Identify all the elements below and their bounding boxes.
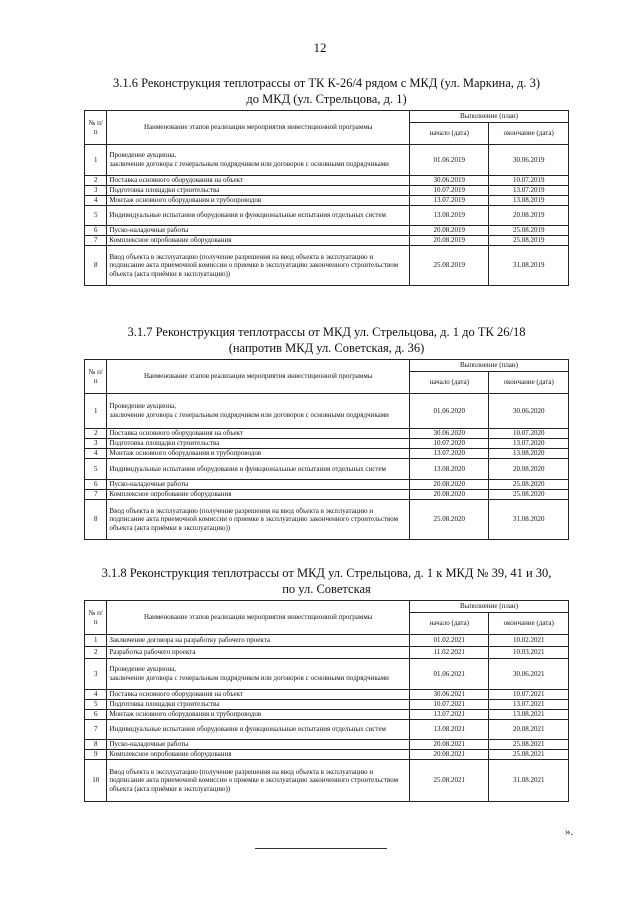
row-end-date: 20.08.2019 xyxy=(489,206,569,226)
table-row xyxy=(85,429,569,439)
row-number: 7 xyxy=(85,236,107,246)
row-end-date: 10.07.2019 xyxy=(489,176,569,186)
row-end-date: 30.06.2021 xyxy=(489,659,569,690)
row-number: 6 xyxy=(85,710,107,720)
row-end-date: 13.07.2019 xyxy=(489,186,569,196)
row-start-date: 13.07.2019 xyxy=(410,196,489,206)
row-end-date: 13.08.2021 xyxy=(489,710,569,720)
row-number: 3 xyxy=(85,186,107,196)
row-stage-name: Монтаж основного оборудования и трубопроводов xyxy=(107,710,410,720)
header-name: Наименование этапов реализации мероприятия инвестиционной программы xyxy=(107,111,410,145)
row-stage-name: Индивидуальные испытания оборудования и функциональные испытания отдельных систем xyxy=(107,206,410,226)
table-row xyxy=(85,750,569,760)
header-execution: Выполнение (план) xyxy=(410,111,569,123)
section-title-line2: по ул. Советская xyxy=(282,582,371,596)
row-end-date: 31.08.2020 xyxy=(489,500,569,540)
row-stage-name: Поставка основного оборудования на объект xyxy=(107,690,410,700)
row-start-date: 01.06.2019 xyxy=(410,145,489,176)
row-end-date: 30.06.2020 xyxy=(489,394,569,429)
row-start-date: 10.07.2019 xyxy=(410,186,489,196)
row-end-date: 13.07.2021 xyxy=(489,700,569,710)
header-name: Наименование этапов реализации мероприятия инвестиционной программы xyxy=(107,601,410,635)
row-end-date: 25.08.2020 xyxy=(489,490,569,500)
schedule-table xyxy=(84,359,569,540)
row-number: 3 xyxy=(85,439,107,449)
row-number: 2 xyxy=(85,176,107,186)
header-start: начало (дата) xyxy=(410,613,489,635)
row-end-date: 31.08.2021 xyxy=(489,760,569,802)
row-number: 10 xyxy=(85,760,107,802)
row-number: 1 xyxy=(85,394,107,429)
header-num: № п/п xyxy=(85,601,107,635)
section-317 xyxy=(84,324,569,540)
table-row xyxy=(85,480,569,490)
row-start-date: 01.02.2021 xyxy=(410,635,489,647)
row-stage-name: Подготовка площадки строительства xyxy=(107,439,410,449)
row-number: 1 xyxy=(85,145,107,176)
section-title-line1: 3.1.8 Реконструкция теплотрассы от МКД ул. Стрельцова, д. 1 к МКД № 39, 41 и 30, xyxy=(101,566,552,580)
header-num: № п/п xyxy=(85,360,107,394)
table-row xyxy=(85,740,569,750)
row-number: 4 xyxy=(85,690,107,700)
row-stage-name: Монтаж основного оборудования и трубопроводов xyxy=(107,449,410,459)
section-title-line2: (напротив МКД ул. Советская, д. 36) xyxy=(228,341,425,355)
row-start-date: 20.08.2020 xyxy=(410,490,489,500)
row-stage-name: Поставка основного оборудования на объект xyxy=(107,176,410,186)
table-row xyxy=(85,720,569,740)
row-end-date: 25.08.2019 xyxy=(489,236,569,246)
row-start-date: 13.07.2020 xyxy=(410,449,489,459)
table-row xyxy=(85,659,569,690)
row-stage-name: Поставка основного оборудования на объект xyxy=(107,429,410,439)
row-number: 7 xyxy=(85,490,107,500)
table-row xyxy=(85,176,569,186)
row-number: 8 xyxy=(85,500,107,540)
row-number: 7 xyxy=(85,720,107,740)
row-number: 5 xyxy=(85,459,107,480)
section-318 xyxy=(84,565,569,802)
row-stage-name: Разработка рабочего проекта xyxy=(107,647,410,659)
row-end-date: 13.08.2019 xyxy=(489,196,569,206)
row-stage-name: Комплексное опробование оборудования xyxy=(107,490,410,500)
header-end: окончание (дата) xyxy=(489,123,569,145)
row-number: 6 xyxy=(85,226,107,236)
row-end-date: 10.02.2021 xyxy=(489,635,569,647)
header-execution: Выполнение (план) xyxy=(410,360,569,372)
header-num: № п/п xyxy=(85,111,107,145)
section-title-line1: 3.1.6 Реконструкция теплотрассы от ТК К-26/4 рядом с МКД (ул. Маркина, д. 3) xyxy=(112,76,541,90)
row-start-date: 20.08.2020 xyxy=(410,480,489,490)
row-start-date: 20.08.2019 xyxy=(410,236,489,246)
header-start: начало (дата) xyxy=(410,123,489,145)
row-start-date: 30.06.2020 xyxy=(410,429,489,439)
row-stage-name: Подготовка площадки строительства xyxy=(107,700,410,710)
row-start-date: 10.07.2020 xyxy=(410,439,489,449)
page-number: 12 xyxy=(313,40,327,55)
row-end-date: 13.08.2020 xyxy=(489,449,569,459)
table-row xyxy=(85,700,569,710)
row-end-date: 30.06.2019 xyxy=(489,145,569,176)
closing-mark: ». xyxy=(565,826,574,838)
table-row xyxy=(85,490,569,500)
row-stage-name: Проведение аукциона, заключение договора с генеральным подрядчиком или договоров с основными подрядчиками xyxy=(107,145,410,176)
row-start-date: 01.06.2021 xyxy=(410,659,489,690)
table-row xyxy=(85,145,569,176)
row-end-date: 25.08.2021 xyxy=(489,750,569,760)
row-start-date: 25.08.2021 xyxy=(410,760,489,802)
row-end-date: 25.08.2020 xyxy=(489,480,569,490)
row-number: 6 xyxy=(85,480,107,490)
table-header-row xyxy=(85,601,569,613)
row-start-date: 30.06.2021 xyxy=(410,690,489,700)
section-title-line1: 3.1.7 Реконструкция теплотрассы от МКД ул. Стрельцова, д. 1 до ТК 26/18 xyxy=(127,325,526,339)
row-stage-name: Проведение аукциона, заключение договора с генеральным подрядчиком или договоров с основными подрядчиками xyxy=(107,394,410,429)
row-start-date: 25.08.2019 xyxy=(410,246,489,286)
row-stage-name: Ввод объекта в эксплуатацию (получение разрешения на ввод объекта в эксплуатацию и подписание акта приемочной комиссии о приемке в эксплуатацию законченного строительством объекта (акта приёмки в эксплуатацию)) xyxy=(107,500,410,540)
section-title xyxy=(84,75,569,107)
row-number: 2 xyxy=(85,647,107,659)
row-end-date: 10.07.2020 xyxy=(489,429,569,439)
row-stage-name: Индивидуальные испытания оборудования и функциональные испытания отдельных систем xyxy=(107,459,410,480)
row-end-date: 31.08.2019 xyxy=(489,246,569,286)
row-end-date: 25.08.2019 xyxy=(489,226,569,236)
table-row xyxy=(85,500,569,540)
header-end: окончание (дата) xyxy=(489,613,569,635)
table-row xyxy=(85,690,569,700)
table-row xyxy=(85,459,569,480)
row-start-date: 13.08.2021 xyxy=(410,720,489,740)
table-row xyxy=(85,449,569,459)
row-stage-name: Пуско-наладочные работы xyxy=(107,740,410,750)
row-number: 1 xyxy=(85,635,107,647)
table-row xyxy=(85,196,569,206)
section-title xyxy=(84,565,569,597)
row-end-date: 25.08.2021 xyxy=(489,740,569,750)
row-number: 9 xyxy=(85,750,107,760)
row-start-date: 13.07.2021 xyxy=(410,710,489,720)
table-row xyxy=(85,439,569,449)
table-row xyxy=(85,246,569,286)
schedule-table xyxy=(84,600,569,802)
row-end-date: 10.07.2021 xyxy=(489,690,569,700)
row-start-date: 11.02.2021 xyxy=(410,647,489,659)
row-stage-name: Монтаж основного оборудования и трубопроводов xyxy=(107,196,410,206)
row-number: 8 xyxy=(85,740,107,750)
header-end: окончание (дата) xyxy=(489,372,569,394)
row-stage-name: Заключение договора на разработку рабочего проекта xyxy=(107,635,410,647)
header-execution: Выполнение (план) xyxy=(410,601,569,613)
row-start-date: 13.08.2020 xyxy=(410,459,489,480)
table-row xyxy=(85,186,569,196)
row-stage-name: Проведение аукциона, заключение договора с генеральным подрядчиком или договоров с основными подрядчиками xyxy=(107,659,410,690)
row-start-date: 01.06.2020 xyxy=(410,394,489,429)
section-title xyxy=(84,324,569,356)
header-start: начало (дата) xyxy=(410,372,489,394)
row-number: 4 xyxy=(85,196,107,206)
row-stage-name: Пуско-наладочные работы xyxy=(107,480,410,490)
row-stage-name: Ввод объекта в эксплуатацию (получение разрешения на ввод объекта в эксплуатацию и подписание акта приемочной комиссии о приемке в эксплуатацию законченного строительством объекта (акта приёмки в эксплуатацию)) xyxy=(107,760,410,802)
row-end-date: 20.08.2021 xyxy=(489,720,569,740)
table-row xyxy=(85,635,569,647)
row-stage-name: Индивидуальные испытания оборудования и функциональные испытания отдельных систем xyxy=(107,720,410,740)
row-number: 4 xyxy=(85,449,107,459)
table-row xyxy=(85,710,569,720)
table-header-row xyxy=(85,360,569,372)
section-316 xyxy=(84,75,569,286)
row-start-date: 10.07.2021 xyxy=(410,700,489,710)
table-row xyxy=(85,226,569,236)
row-end-date: 10.03.2021 xyxy=(489,647,569,659)
row-stage-name: Комплексное опробование оборудования xyxy=(107,750,410,760)
row-start-date: 20.08.2021 xyxy=(410,750,489,760)
row-start-date: 25.08.2020 xyxy=(410,500,489,540)
row-number: 2 xyxy=(85,429,107,439)
table-row xyxy=(85,206,569,226)
row-number: 5 xyxy=(85,206,107,226)
schedule-table xyxy=(84,110,569,286)
table-row xyxy=(85,236,569,246)
footer-rule xyxy=(255,848,387,849)
row-end-date: 20.08.2020 xyxy=(489,459,569,480)
row-start-date: 20.08.2019 xyxy=(410,226,489,236)
section-title-line2: до МКД (ул. Стрельцова, д. 1) xyxy=(246,92,407,106)
row-number: 3 xyxy=(85,659,107,690)
row-start-date: 30.06.2019 xyxy=(410,176,489,186)
row-start-date: 13.08.2019 xyxy=(410,206,489,226)
table-row xyxy=(85,647,569,659)
row-stage-name: Ввод объекта в эксплуатацию (получение разрешения на ввод объекта в эксплуатацию и подписание акта приемочной комиссии о приемке в эксплуатацию законченного строительством объекта (акта приёмки в эксплуатацию)) xyxy=(107,246,410,286)
header-name: Наименование этапов реализации мероприятия инвестиционной программы xyxy=(107,360,410,394)
table-row xyxy=(85,760,569,802)
row-end-date: 13.07.2020 xyxy=(489,439,569,449)
row-stage-name: Подготовка площадки строительства xyxy=(107,186,410,196)
row-stage-name: Пуско-наладочные работы xyxy=(107,226,410,236)
row-number: 5 xyxy=(85,700,107,710)
table-row xyxy=(85,394,569,429)
row-start-date: 20.08.2021 xyxy=(410,740,489,750)
table-header-row xyxy=(85,111,569,123)
row-number: 8 xyxy=(85,246,107,286)
row-stage-name: Комплексное опробование оборудования xyxy=(107,236,410,246)
